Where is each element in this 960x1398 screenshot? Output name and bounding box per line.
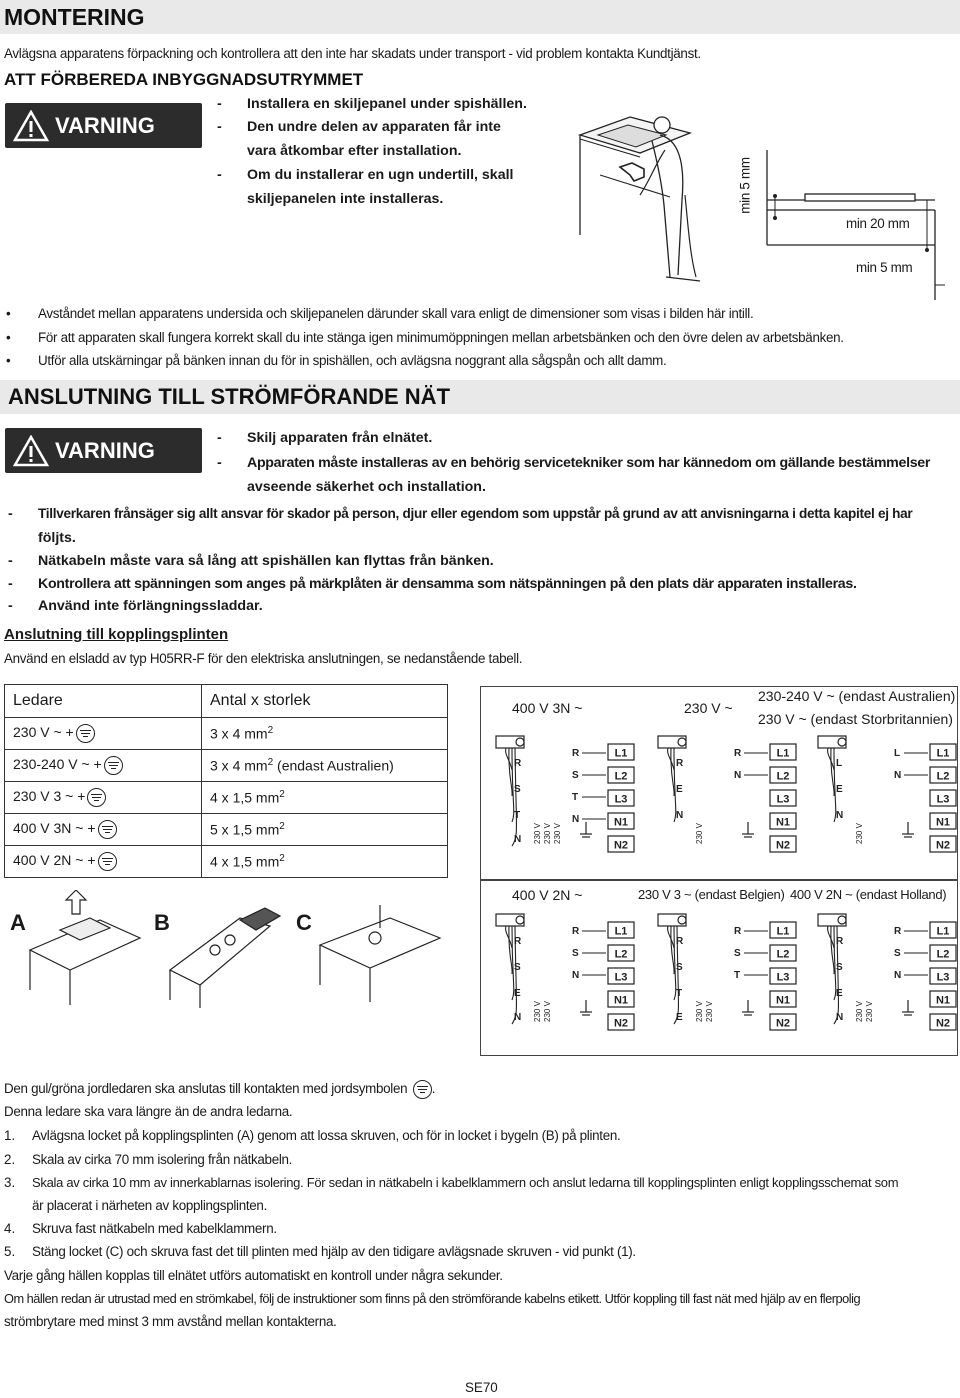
bridge-label: T [572, 792, 579, 803]
terminal-label: N2 [775, 1017, 791, 1030]
terminal-label: L2 [936, 948, 950, 961]
bridge-label: S [894, 948, 901, 959]
bridge-label: T [734, 970, 741, 981]
wiring-title-4: 230 V 3 ~ (endast Belgien) [638, 887, 785, 902]
terminal-label: N1 [935, 816, 951, 829]
wiring-panel [812, 912, 960, 1052]
conductor-label: L [836, 758, 843, 769]
voltage-label: 230 V [855, 823, 864, 844]
wiring-title-5: 400 V 2N ~ (endast Holland) [790, 887, 947, 902]
voltage-label: 230 V [543, 1001, 552, 1022]
warn2-item-1: Apparaten måste installeras av en behörig servicetekniker som har kännedom om gällande bestämmelser [247, 455, 931, 471]
table-cell-size: 5 x 1,5 $mm^2$ [202, 814, 448, 846]
warning-triangle-icon [13, 435, 49, 467]
table-cell-voltage: 400 V 2N ~ + [5, 846, 202, 878]
table-cell-voltage: 400 V 3N ~ + [5, 814, 202, 846]
table-row [5, 750, 448, 782]
wiring-title-0: 400 V 3N ~ [512, 700, 583, 716]
step-num-3: 3. [4, 1175, 16, 1190]
terminal-label: N2 [935, 1017, 951, 1030]
auto-check-note: Varje gång hällen kopplas till elnätet utförs automatiskt en kontroll under några sekunder. [4, 1268, 503, 1283]
table-cell-size: 3 x 4 $mm^2$ [202, 718, 448, 750]
item-dash-0: - [8, 506, 13, 522]
item-0-cont: följts. [38, 530, 76, 546]
conductor-label: S [514, 962, 521, 973]
step-num-4: 4. [4, 1221, 16, 1236]
warn1-item-4: skiljepanelen inte installeras. [247, 191, 444, 207]
anslutning-heading: ANSLUTNING TILL STRÖMFÖRANDE NÄT [8, 384, 451, 409]
warn1-item-1: Den undre delen av apparaten får inte [247, 119, 501, 135]
bridge-label: R [894, 926, 902, 937]
wiring-panel [812, 734, 960, 874]
warn1-dash-3: - [217, 167, 222, 183]
terminal-label: N1 [935, 994, 951, 1007]
terminal-label: N1 [775, 816, 791, 829]
conductor-label: E [676, 784, 683, 795]
voltage-label: 230 V [543, 823, 552, 844]
terminal-label: N2 [613, 839, 629, 852]
dimension-horizontal-label: min 20 mm [846, 216, 910, 231]
voltage-label: 230 V [695, 823, 704, 844]
step-text-1: Avlägsna locket på kopplingsplinten (A) genom att lossa skruven, och för in locket i bygeln (B) på plinten. [32, 1128, 621, 1143]
wiring-panel [490, 912, 640, 1052]
wiring-schematic [652, 734, 802, 874]
ground-icon [76, 724, 95, 743]
step-num-5: 5. [4, 1244, 16, 1259]
wiring-title-3: 400 V 2N ~ [512, 887, 583, 903]
terminal-label: L3 [776, 793, 790, 806]
conductor-label: N [514, 1012, 522, 1023]
cable-screw [838, 916, 846, 924]
table-header-ledare: Ledare [5, 685, 202, 718]
bridge-label: L [894, 748, 901, 759]
voltage-label: 230 V [705, 1001, 714, 1022]
item-dash-3: - [8, 576, 13, 592]
wiring-panel [652, 734, 802, 874]
table-cell-voltage: 230 V ~ + [5, 718, 202, 750]
voltage-label: 230 V [553, 823, 562, 844]
terminal-label: L3 [936, 793, 950, 806]
item-2: Nätkabeln måste vara så lång att spishällen kan flyttas från bänken. [38, 553, 494, 569]
cable-table [4, 684, 448, 878]
table-cell-size: 4 x 1,5 $mm^2$ [202, 846, 448, 878]
wiring-title-1: 230 V ~ [684, 700, 733, 716]
earth-icon [580, 822, 592, 837]
bridge-label: R [572, 926, 580, 937]
terminal-label: N1 [613, 816, 629, 829]
wiring-schematic [812, 912, 960, 1052]
inbyggnad-heading: ATT FÖRBEREDA INBYGGNADSUTRYMMET [4, 70, 364, 89]
bridge-label: N [894, 970, 902, 981]
step-text-2: Skala av cirka 70 mm isolering från nätkabeln. [32, 1152, 293, 1167]
wiring-panel [490, 734, 640, 874]
conductor-label: E [514, 988, 521, 999]
montering-heading: MONTERING [4, 4, 145, 30]
dimension-bottom-label: min 5 mm [856, 260, 913, 275]
warn1-item-2: vara åtkombar efter installation. [247, 143, 462, 159]
warning-box-anslutning [5, 428, 202, 473]
table-cell-size: 4 x 1,5 $mm^2$ [202, 782, 448, 814]
bridge-label: N [734, 770, 742, 781]
table-cell-voltage: 230 V 3 ~ + [5, 782, 202, 814]
table-row [5, 814, 448, 846]
item-3: Kontrollera att spänningen som anges på märkplåten är densamma som nätspänningen på den plats där apparaten installeras. [38, 576, 857, 592]
wiring-schematic [812, 734, 960, 874]
conductor-label: R [514, 758, 522, 769]
montering-intro: Avlägsna apparatens förpackning och kontrollera att den inte har skadats under transport - vid problem kontakta Kundtjänst. [4, 46, 701, 61]
terminal-label: N2 [775, 839, 791, 852]
conductor-label: E [836, 784, 843, 795]
bridge-label: S [572, 770, 579, 781]
wiring-title-2b: 230 V ~ (endast Storbritannien) [758, 711, 953, 727]
warn1-item-3: Om du installerar en ugn undertill, skall [247, 167, 514, 183]
cable-screw [838, 738, 846, 746]
earth-icon [902, 1000, 914, 1015]
earth-icon [902, 822, 914, 837]
bridge-label: R [734, 748, 742, 759]
warn2-dash-1: - [217, 455, 222, 471]
cable-screw [678, 916, 686, 924]
kopplingsplinten-heading: Anslutning till kopplingsplinten [4, 626, 229, 643]
warn2-dash-0: - [217, 430, 222, 446]
bridge-label: S [572, 948, 579, 959]
bullet-marker-2: • [6, 353, 11, 368]
terminal-label: L1 [776, 925, 790, 938]
ground-icon [104, 756, 123, 775]
wiring-schematic [652, 912, 802, 1052]
conductor-label: N [836, 1012, 844, 1023]
conductor-label: R [676, 936, 684, 947]
conductor-label: S [676, 962, 683, 973]
terminal-label: N1 [775, 994, 791, 1007]
terminal-label: L1 [614, 747, 628, 760]
ground-icon [87, 788, 106, 807]
conductor-label: N [676, 810, 684, 821]
bridge-label: S [734, 948, 741, 959]
conductor-label: R [514, 936, 522, 947]
conductor-label: E [836, 988, 843, 999]
warning-triangle-icon [13, 110, 49, 142]
terminal-label: L3 [936, 971, 950, 984]
bridge-label: R [572, 748, 580, 759]
voltage-label: 230 V [855, 1001, 864, 1022]
step-text-3-cont: är placerat i närheten av kopplingsplinten. [32, 1198, 267, 1213]
terminal-label: L1 [936, 925, 950, 938]
longer-note: Denna ledare ska vara längre än de andra ledarna. [4, 1104, 293, 1119]
conductor-label: N [836, 810, 844, 821]
dimension-diagram [735, 150, 950, 300]
wiring-title-2: 230-240 V ~ (endast Australien) [758, 688, 956, 704]
conductor-label: E [676, 1012, 683, 1023]
table-row [5, 718, 448, 750]
item-dash-2: - [8, 553, 13, 569]
wiring-panel [652, 912, 802, 1052]
terminal-label: L1 [936, 747, 950, 760]
cable-screw [678, 738, 686, 746]
bullet-marker-0: • [6, 306, 11, 321]
final-note-1: Om hällen redan är utrustad med en strömkabel, följ de instruktioner som finns på den strömförande kabelns etikett. Utför koppling till fast nät med hjälp av en flerpolig [4, 1291, 861, 1306]
item-4: Använd inte förlängningssladdar. [38, 598, 263, 614]
warn1-dash-1: - [217, 119, 222, 135]
terminal-label: L2 [614, 770, 628, 783]
step-text-3: Skala av cirka 10 mm av innerkablarnas isolering. För sedan in nätkabeln i kabelklammern och anslut ledarna till kopplingsplinten enligt kopplingsschemat som [32, 1175, 899, 1190]
earth-icon [742, 1000, 754, 1015]
conductor-label: T [676, 988, 683, 999]
voltage-label: 230 V [533, 823, 542, 844]
terminal-label: L2 [776, 770, 790, 783]
voltage-label: 230 V [695, 1001, 704, 1022]
bullet-marker-1: • [6, 330, 11, 345]
conductor-label: R [676, 758, 684, 769]
earth-icon [742, 822, 754, 837]
bullet-1: För att apparaten skall fungera korrekt skall du inte stänga igen minimumöppningen mellan arbetsbänken och den övre delen av arbetsbänken. [38, 330, 844, 345]
bullet-0: Avståndet mellan apparatens undersida och skiljepanelen därunder skall vara enligt de dimensioner som visas i bilden här intill. [38, 306, 754, 321]
terminal-label: L2 [936, 770, 950, 783]
ground-note: Den gul/gröna jordledaren ska anslutas till kontakten med jordsymbolen . [4, 1080, 435, 1099]
step-label-b: B [154, 910, 170, 935]
warn2-item-2: avseende säkerhet och installation. [247, 479, 486, 495]
earth-icon [580, 1000, 592, 1015]
cable-screw [516, 738, 524, 746]
page-number: SE70 [465, 1380, 498, 1395]
ground-icon [98, 820, 117, 839]
warning-box-montering [5, 103, 202, 148]
terminal-steps-illustration [20, 890, 460, 1010]
table-header-storlek: Antal x storlek [202, 685, 448, 718]
bridge-label: N [894, 770, 902, 781]
conductor-label: S [514, 784, 521, 795]
terminal-label: N1 [613, 994, 629, 1007]
terminal-label: L1 [776, 747, 790, 760]
table-cell-voltage: 230-240 V ~ + [5, 750, 202, 782]
warn2-item-0: Skilj apparaten från elnätet. [247, 430, 433, 446]
step-label-a: A [10, 910, 26, 935]
conductor-label: S [836, 962, 843, 973]
terminal-label: L3 [614, 971, 628, 984]
step-num-1: 1. [4, 1128, 16, 1143]
step-label-c: C [296, 910, 312, 935]
terminal-label: L3 [776, 971, 790, 984]
terminal-label: L2 [614, 948, 628, 961]
warn1-item-0: Installera en skiljepanel under spishällen. [247, 96, 527, 112]
step-text-5: Stäng locket (C) och skruva fast det till plinten med hjälp av den tidigare avlägsnade skruven - vid punkt (1). [32, 1244, 636, 1259]
conductor-label: R [836, 936, 844, 947]
ground-icon [413, 1080, 432, 1099]
conductor-label: N [514, 834, 522, 845]
warning-label: VARNING [55, 112, 155, 138]
terminal-label: N2 [613, 1017, 629, 1030]
table-row [5, 782, 448, 814]
dimension-vertical-label: min 5 mm [737, 157, 753, 214]
warning-label: VARNING [55, 437, 155, 463]
step-num-2: 2. [4, 1152, 16, 1167]
kopplingsplinten-text: Använd en elsladd av typ H05RR-F för den elektriska anslutningen, se nedanstående tabell. [4, 651, 523, 666]
bullet-2: Utför alla utskärningar på bänken innan du för in spishällen, och avlägsna noggrant alla sågspån och allt damm. [38, 353, 667, 368]
table-cell-size: 3 x 4 $mm^2$ (endast Australien) [202, 750, 448, 782]
terminal-label: L1 [614, 925, 628, 938]
step-text-4: Skruva fast nätkabeln med kabelklammern. [32, 1221, 277, 1236]
item-dash-4: - [8, 598, 13, 614]
bridge-label: N [572, 970, 580, 981]
bridge-label: R [734, 926, 742, 937]
final-note-2: strömbrytare med minst 3 mm avstånd mellan kontakterna. [4, 1314, 337, 1329]
bridge-label: N [572, 814, 580, 825]
table-header-row [5, 685, 448, 718]
wiring-schematic [490, 912, 640, 1052]
wiring-schematic [490, 734, 640, 874]
voltage-label: 230 V [533, 1001, 542, 1022]
warn1-dash-0: - [217, 96, 222, 112]
terminal-label: L3 [614, 793, 628, 806]
table-row [5, 846, 448, 878]
cable-screw [516, 916, 524, 924]
terminal-label: L2 [776, 948, 790, 961]
ground-icon [98, 852, 117, 871]
conductor-label: T [514, 810, 521, 821]
voltage-label: 230 V [865, 1001, 874, 1022]
installation-illustration [570, 105, 725, 285]
item-0: Tillverkaren frånsäger sig allt ansvar för skador på person, djur eller egendom som uppstår på grund av att anvisningarna i detta kapitel ej har [38, 506, 913, 521]
terminal-label: N2 [935, 839, 951, 852]
